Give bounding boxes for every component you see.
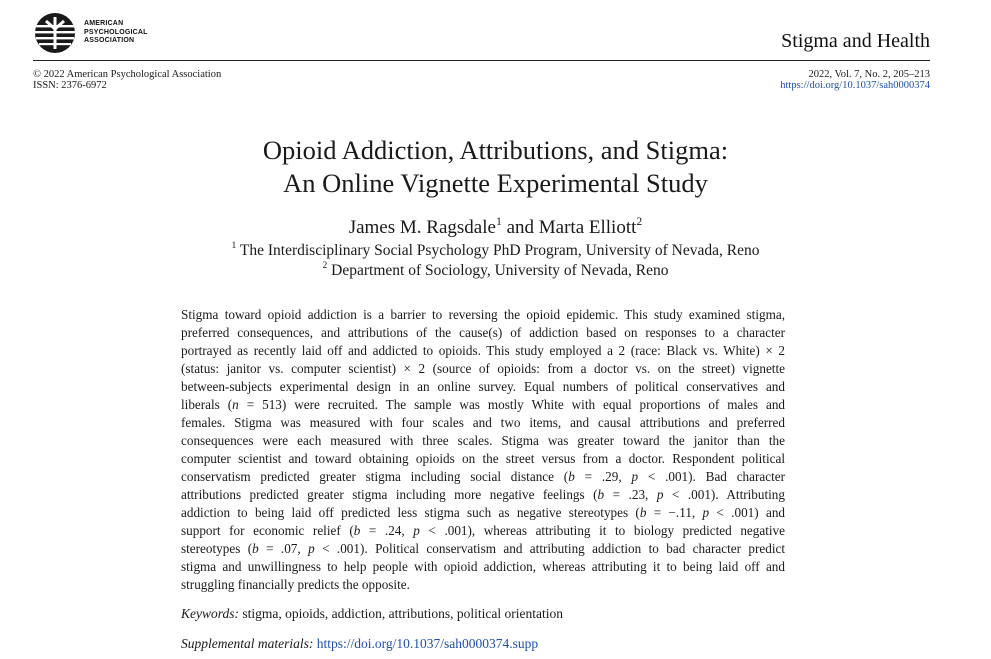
abstract-line: portrayed as recently laid off and addicted to opioids. This study employed a 2 (race: Black vs. White) × 2	[181, 343, 785, 358]
author-1: James M. Ragsdale	[348, 217, 496, 238]
abstract-line: support for economic relief (b = .24, p < .001), whereas attributing it to biology predicted negative	[181, 523, 785, 538]
abstract-line: preferred consequences, and attributions of the cause(s) of addiction based on responses to a character	[181, 325, 785, 340]
abstract-line: females. Stigma was measured with four scales and two items, and causal attributions and preferred	[181, 415, 785, 430]
keywords	[181, 606, 563, 622]
abstract-line: between-subjects experimental design in an online survey. Equal numbers of political conservatives and	[181, 379, 785, 394]
affiliation-2: $^2$ Department of Sociology, University of Nevada, Reno	[322, 260, 669, 279]
abstract-line: Stigma toward opioid addiction is a barrier to reversing the opioid epidemic. This study examined stigma,	[181, 307, 785, 322]
doi-link[interactable]: https://doi.org/10.1037/sah0000374	[780, 80, 930, 91]
affiliation-1: $^1$ The Interdisciplinary Social Psychology PhD Program, University of Nevada, Reno	[231, 240, 760, 259]
abstract-line: attributions predicted greater stigma including more negative feelings (b = .23, p < .001). Attributing	[181, 487, 785, 502]
abstract-line: addiction to being laid off predicted less stigma such as negative stereotypes (b = −.11, p < .001) and	[181, 505, 786, 520]
abstract-line: stigma and unwillingness to help people with opioid addiction, whereas attributing it to being laid off and	[181, 559, 785, 574]
supplemental-label: Supplemental materials:	[181, 636, 314, 651]
issn: ISSN: 2376-6972	[33, 80, 107, 91]
abstract-line: computer scientist and toward obtaining opioids on the street versus from a doctor. Respondent political	[181, 451, 785, 466]
citation-block	[780, 69, 930, 91]
journal-name: Stigma and Health	[781, 30, 930, 52]
abstract-line: liberals (n = 513) were recruited. The sample was mostly White with equal proportions of males and	[181, 397, 786, 412]
abstract-line: consequences were each measured with three scales. Stigma was greater toward the janitor than the	[181, 433, 785, 448]
abstract-line: struggling financially predicts the opposite.	[181, 577, 410, 592]
abstract	[181, 306, 785, 594]
abstract-line: conservatism predicted greater stigma including social distance (b = .29, p < .001). Bad character	[181, 469, 785, 484]
keywords-label: Keywords:	[181, 606, 239, 621]
author-list: James M. Ragsdale$^1$ and Marta Elliott$^2$	[348, 215, 643, 238]
supplemental-materials	[181, 636, 538, 652]
supplemental-link[interactable]: https://doi.org/10.1037/sah0000374.supp	[316, 636, 539, 651]
publisher-name: AMERICAN PSYCHOLOGICAL ASSOCIATION	[84, 20, 148, 44]
header-rule	[33, 60, 930, 61]
keywords-list: stigma, opioids, addiction, attributions, political orientation	[239, 606, 563, 621]
author-2: Marta Elliott	[538, 217, 637, 238]
citation: 2022, Vol. 7, No. 2, 205–213	[808, 69, 930, 80]
apa-logo-icon	[33, 12, 77, 54]
abstract-line: (status: janitor vs. computer scientist) × 2 (source of opioids: from a doctor vs. on the street) vignette	[181, 361, 785, 376]
abstract-line: stereotypes (b = .07, p < .001). Political conservatism and attributing addiction to bad character predict	[181, 541, 785, 556]
copyright: © 2022 American Psychological Association	[33, 69, 222, 80]
article-title: Opioid Addiction, Attributions, and Stigma: An Online Vignette Experimental Study	[262, 135, 729, 198]
copyright-block	[33, 69, 221, 91]
